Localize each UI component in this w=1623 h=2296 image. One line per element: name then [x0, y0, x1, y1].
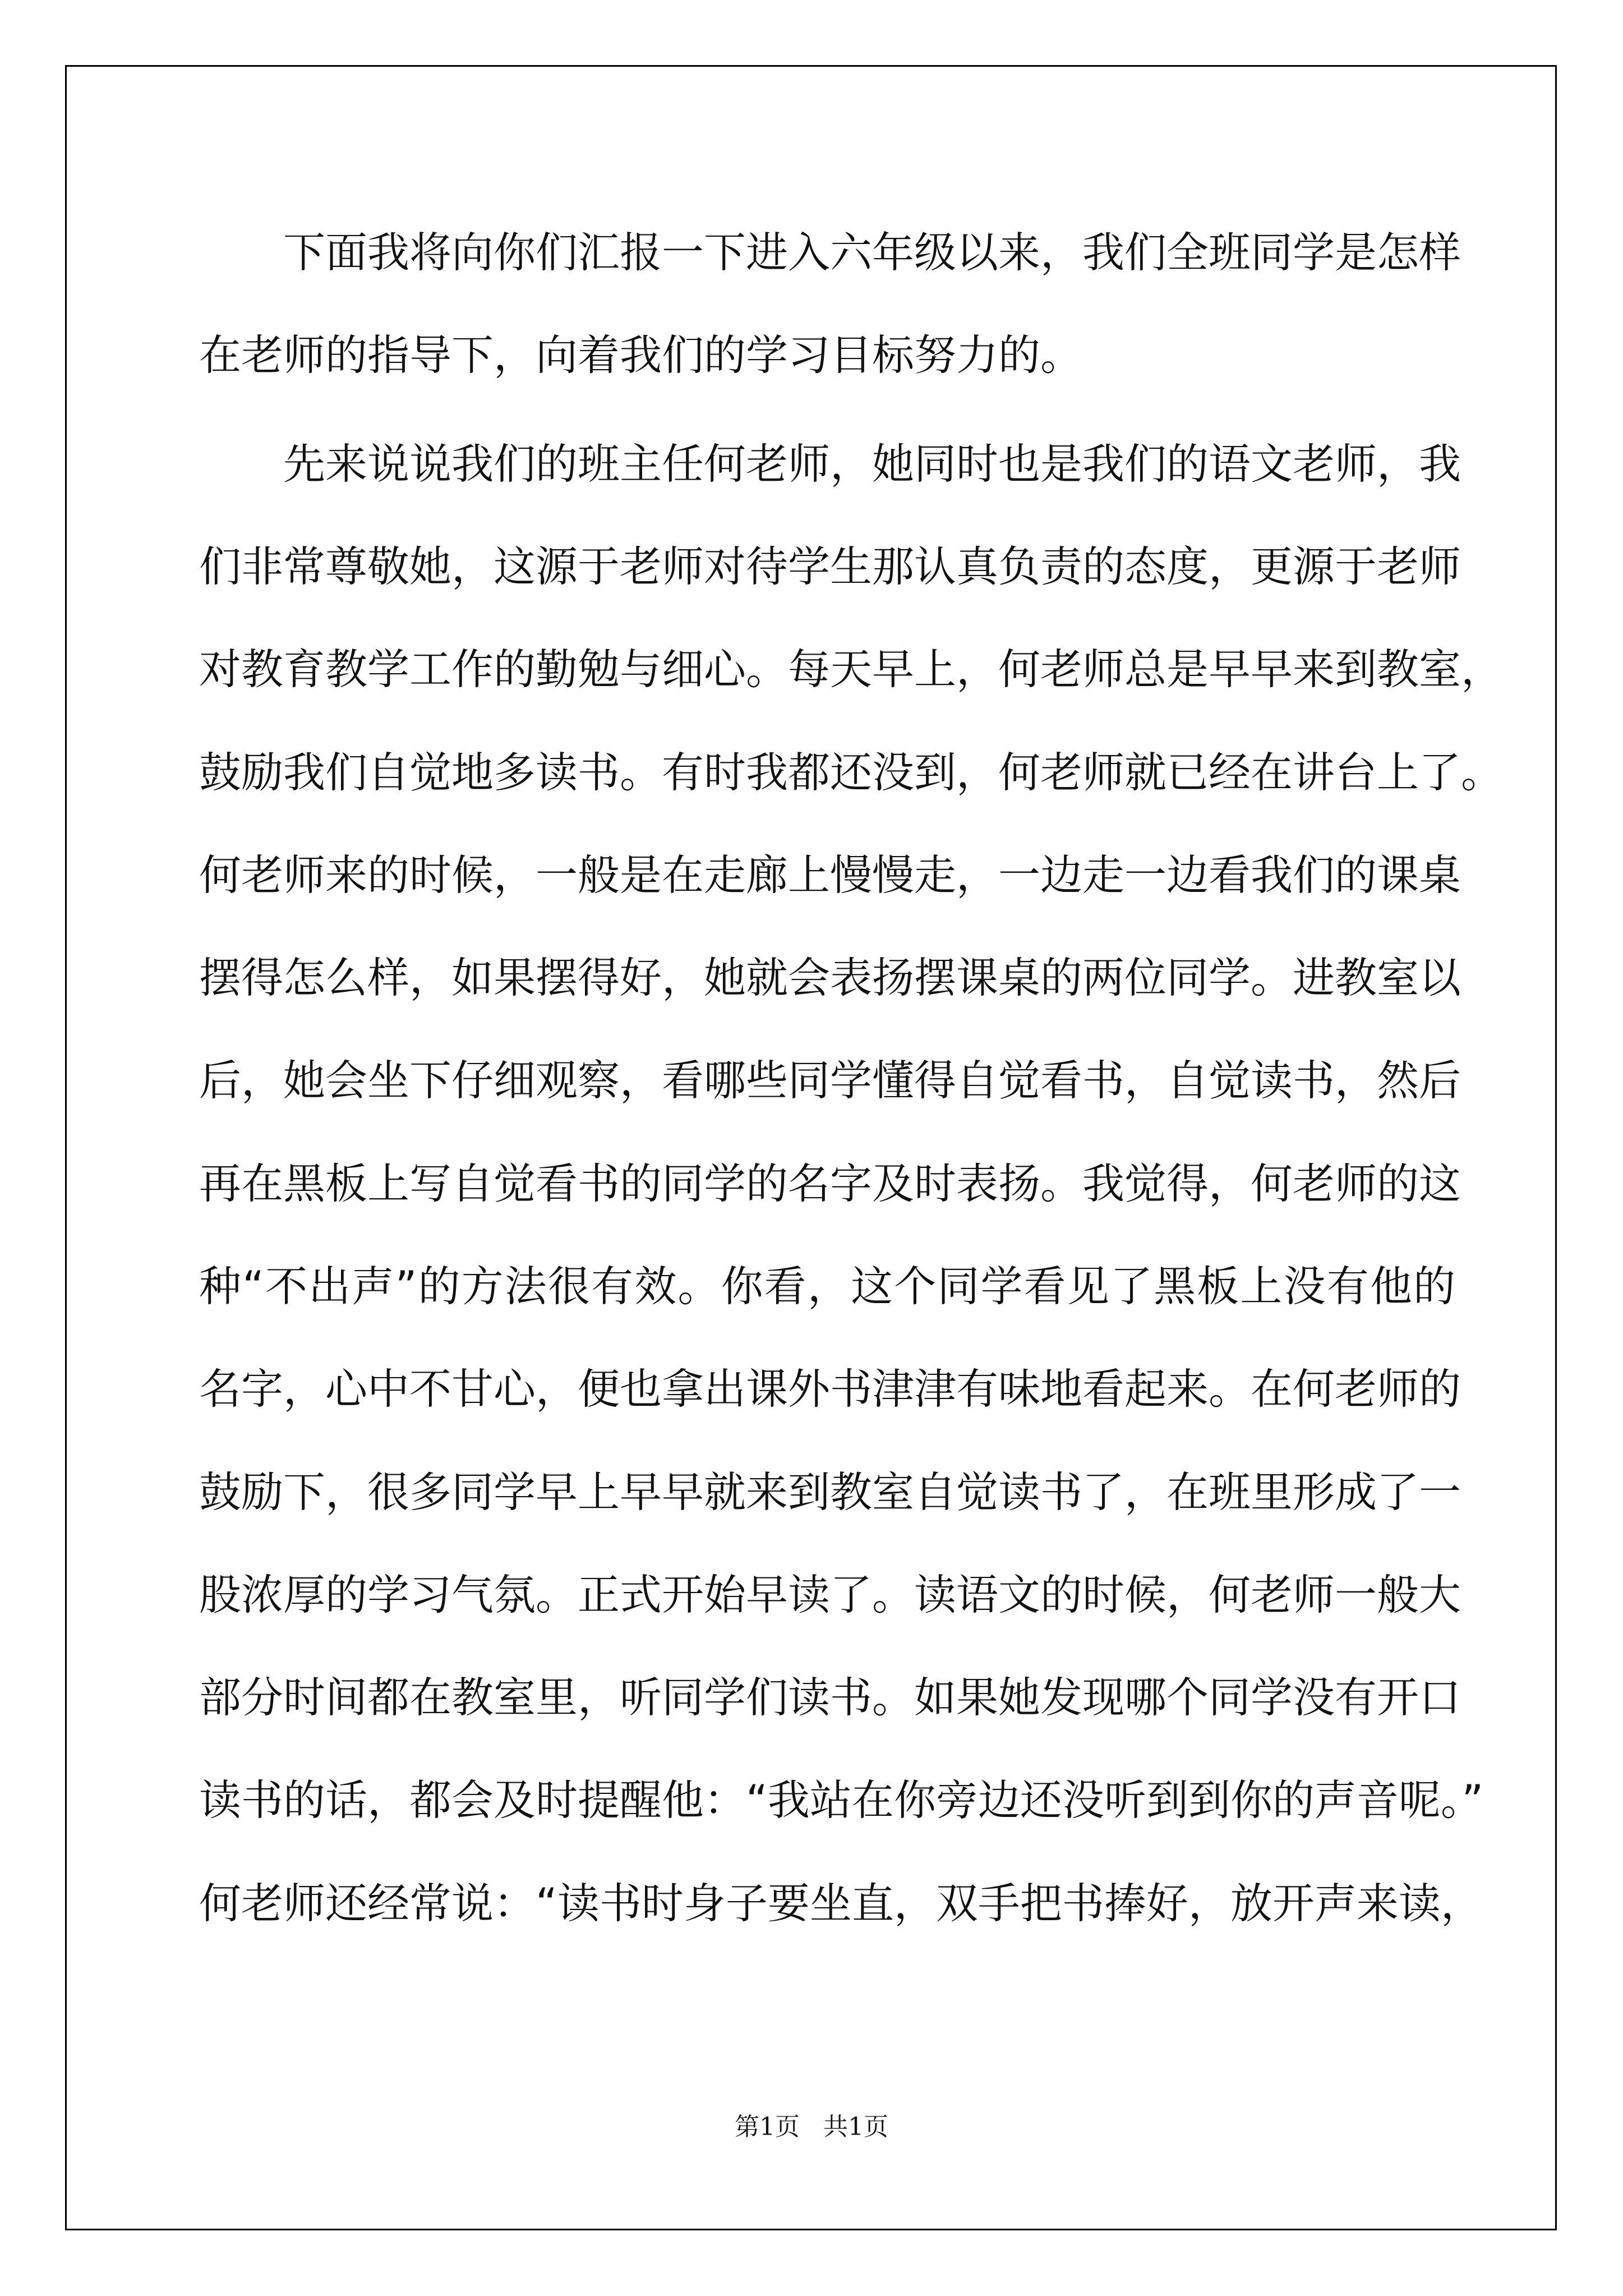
- paragraph-1-line-2: 在老师的指导下，向着我们的学习目标努力的。: [199, 330, 1083, 380]
- paragraph-2-line-7: 后，她会坐下仔细观察，看哪些同学懂得自觉看书，自觉读书，然后: [199, 1056, 1461, 1105]
- paragraph-2-line-12: 股浓厚的学习气氛。正式开始早读了。读语文的时候，何老师一般大: [199, 1570, 1461, 1619]
- paragraph-2-line-15: 何老师还经常说：“读书时身子要坐直，双手把书捧好，放开声来读，: [199, 1879, 1483, 1928]
- paragraph-2-line-5: 何老师来的时候，一般是在走廊上慢慢走，一边走一边看我们的课桌: [199, 850, 1461, 900]
- paragraph-2-line-1: 先来说说我们的班主任何老师，她同时也是我们的语文老师，我: [283, 439, 1461, 489]
- paragraph-1-line-1: 下面我将向你们汇报一下进入六年级以来，我们全班同学是怎样: [283, 228, 1461, 277]
- paragraph-2-line-4: 鼓励我们自觉地多读书。有时我都还没到，何老师就已经在讲台上了。: [199, 748, 1504, 797]
- paragraph-2-line-8: 再在黑板上写自觉看书的同学的名字及时表扬。我觉得，何老师的这: [199, 1159, 1461, 1208]
- paragraph-2-line-11: 鼓励下，很多同学早上早早就来到教室自觉读书了，在班里形成了一: [199, 1467, 1461, 1517]
- paragraph-2-line-3: 对教育教学工作的勤勉与细心。每天早上，何老师总是早早来到教室，: [199, 645, 1504, 694]
- paragraph-2-line-10: 名字，心中不甘心，便也拿出课外书津津有味地看起来。在何老师的: [199, 1364, 1461, 1414]
- paragraph-2-line-2: 们非常尊敬她，这源于老师对待学生那认真负责的态度，更源于老师: [199, 542, 1461, 591]
- paragraph-2-line-14: 读书的话，都会及时提醒他：“我站在你旁边还没听到到你的声音呢。”: [199, 1775, 1484, 1825]
- page-footer: 第1页 共1页: [735, 2113, 888, 2141]
- paragraph-2-line-6: 摆得怎么样，如果摆得好，她就会表扬摆课桌的两位同学。进教室以: [199, 953, 1461, 1002]
- paragraph-2-line-9: 种“不出声”的方法很有效。你看，这个同学看见了黑板上没有他的: [199, 1262, 1455, 1311]
- paragraph-2-line-13: 部分时间都在教室里，听同学们读书。如果她发现哪个同学没有开口: [199, 1673, 1461, 1722]
